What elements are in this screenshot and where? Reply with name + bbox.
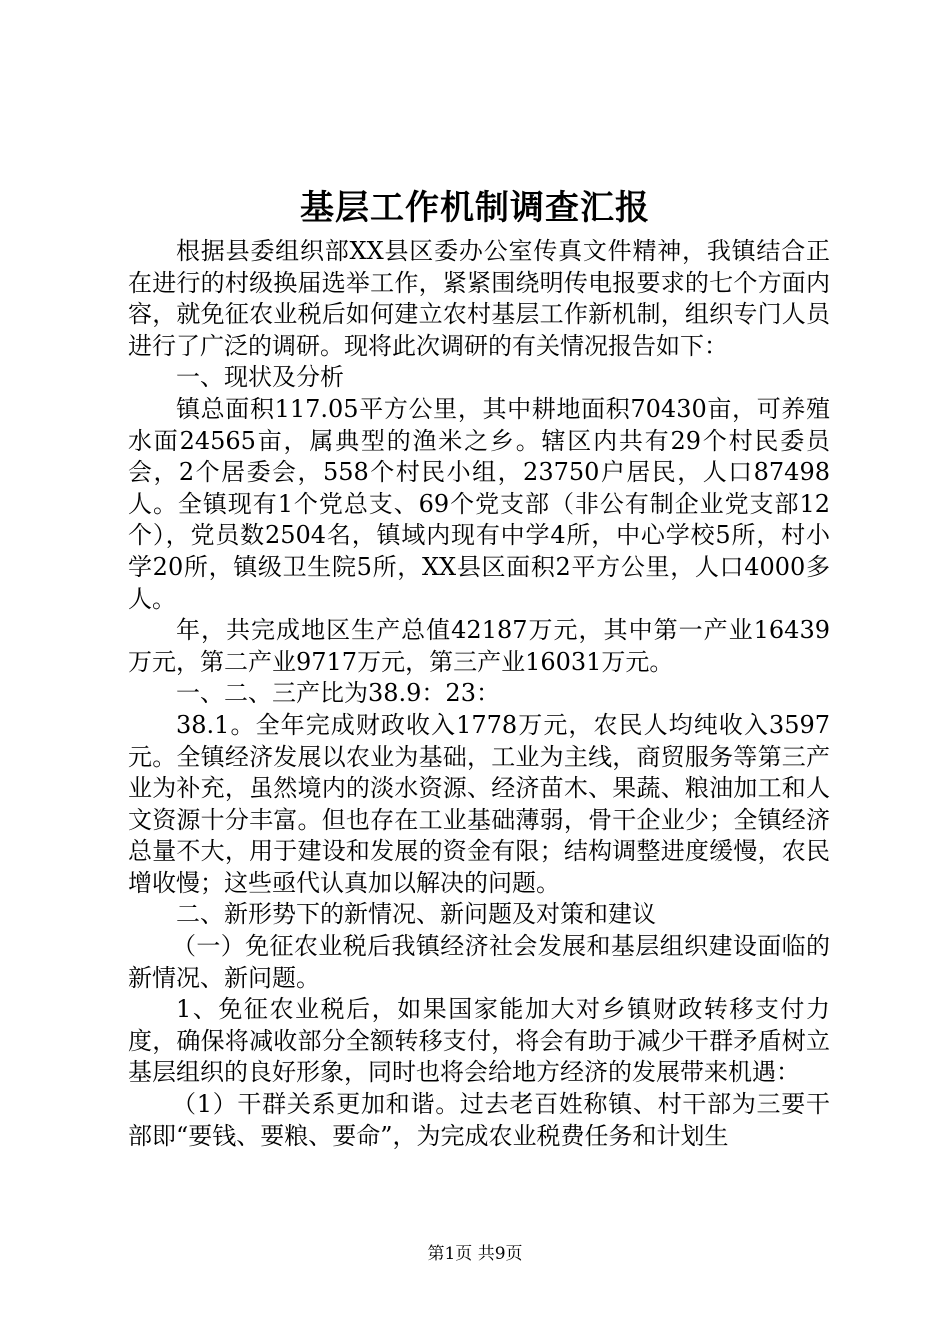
paragraph-ratio: 一、二、三产比为38.9：23： (176, 679, 500, 708)
paragraph-point-1: 1、免征农业税后，如果国家能加大对乡镇财政转移支付力度，确保将减收部分全额转移支付，将会有助于减少干群矛盾树立基层组织的良好形象，同时也将会给地方经济的发展带来机遇： (128, 995, 830, 1087)
section-heading-2: 二、新形势下的新情况、新问题及对策和建议 (176, 900, 656, 929)
subsection-heading-1: （一）免征农业税后我镇经济社会发展和基层组织建设面临的新情况、新问题。 (128, 932, 830, 992)
page-footer: 第1页 共9页 (427, 1244, 523, 1264)
document-title: 基层工作机制调查汇报 (300, 188, 650, 228)
paragraph-gdp: 年，共完成地区生产总值42187万元，其中第一产业16439万元，第二产业9717万元，第三产业16031万元。 (128, 616, 830, 676)
paragraph-point-1-1: （1）干群关系更加和谐。过去老百姓称镇、村干部为三要干部即“要钱、要粮、要命”，为完成农业税费任务和计划生 (128, 1090, 830, 1150)
paragraph-overview: 镇总面积117.05平方公里，其中耕地面积70430亩，可养殖水面24565亩，属典型的渔米之乡。辖区内共有29个村民委员会，2个居委会，558个村民小组，23750户居民，人口87498人。全镇现有1个党总支、69个党支部（非公有制企业党支部12个），党员数2504名，镇域内现有中学4所，中心学校5所，村小学20所，镇级卫生院5所，XX县区面积2平方公里，人口4000多人。 (128, 394, 830, 613)
document-body (128, 236, 830, 1152)
paragraph-finance: 38.1。全年完成财政收入1778万元，农民人均纯收入3597元。全镇经济发展以农业为基础，工业为主线，商贸服务等第三产业为补充，虽然境内的淡水资源、经济苗木、果蔬、粮油加工和人文资源十分丰富。但也存在工业基础薄弱，骨干企业少；全镇经济总量不大，用于建设和发展的资金有限；结构调整进度缓慢，农民增收慢；这些亟代认真加以解决的问题。 (128, 710, 830, 897)
section-heading-1: 一、现状及分析 (176, 363, 344, 392)
paragraph-intro: 根据县委组织部XX县区委办公室传真文件精神，我镇结合正在进行的村级换届选举工作，紧紧围绕明传电报要求的七个方面内容，就免征农业税后如何建立农村基层工作新机制，组织专门人员进行了广泛的调研。现将此次调研的有关情况报告如下： (128, 237, 830, 360)
